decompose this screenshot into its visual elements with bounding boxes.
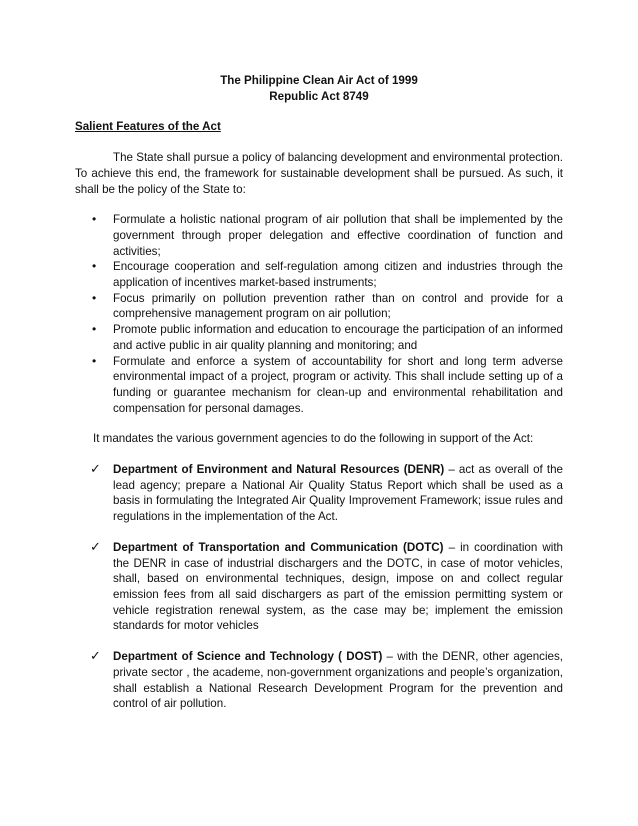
checkmark-icon: ✓ — [90, 462, 101, 478]
bullet-icon: • — [92, 259, 97, 274]
bullet-icon: • — [92, 353, 97, 368]
checkmark-icon: ✓ — [90, 539, 101, 555]
bullet-icon: • — [92, 212, 97, 227]
bullet-text: Promote public information and education to encourage the participation of an informed and active public in air quality planning and monitoring; and — [113, 323, 563, 352]
agency-text: – with the DENR, other agencies, private sector , the academe, non-government organizations and people’s organization, shall establish a National Research Development Program for the prevention and control of air pollution. — [113, 650, 563, 711]
agency-list — [75, 462, 563, 712]
title-line-1: The Philippine Clean Air Act of 1999 — [220, 74, 418, 87]
agency-text: – in coordination with the DENR in case of industrial dischargers and the DOTC, in case of motor vehicles, shall, based on environmental techniques, design, impose on and collect regular emission fees from all said dischargers as part of the emission permitting system or vehicle registration renewal system, as the case may be; implement the emission standards for motor vehicles — [113, 540, 563, 633]
bullet-text: Encourage cooperation and self-regulation among citizen and industries through the application of incentives market-based instruments; — [113, 260, 563, 290]
bullet-icon: • — [92, 322, 97, 337]
agency-item-denr — [75, 462, 563, 525]
policy-bullet-list — [75, 212, 563, 416]
section-heading: Salient Features of the Act — [75, 120, 221, 134]
agency-name: Department of Science and Technology ( DOST) — [113, 650, 383, 664]
policy-bullet-item — [75, 322, 563, 353]
policy-bullet-item — [75, 291, 563, 322]
agency-name: Department of Transportation and Communication (DOTC) — [113, 540, 444, 554]
checkmark-icon: ✓ — [90, 649, 101, 665]
document-title — [75, 73, 563, 104]
policy-bullet-item — [75, 212, 563, 259]
policy-bullet-item — [75, 354, 563, 417]
agency-name: Department of Environment and Natural Resources (DENR) — [113, 463, 445, 477]
bullet-text: Focus primarily on pollution prevention rather than on control and provide for a comprehensive management program on air pollution; — [113, 291, 563, 321]
agency-item-dotc — [75, 540, 563, 634]
bullet-icon: • — [92, 290, 97, 305]
policy-bullet-item — [75, 259, 563, 290]
title-line-2: Republic Act 8749 — [269, 89, 369, 103]
bullet-text: Formulate a holistic national program of air pollution that shall be implemented by the government through proper delegation and effective coordination of function and activities; — [113, 213, 563, 258]
agency-text: – act as overall of the lead agency; prepare a National Air Quality Status Report which shall be used as a basis in formulating the Integrated Air Quality Improvement Framework; issue rules and regulations in the implementation of the Act. — [113, 463, 563, 524]
agency-item-dost — [75, 649, 563, 712]
bullet-text: Formulate and enforce a system of accountability for short and long term adverse environmental impact of a project, program or activity. This shall include setting up of a funding or guarantee mechanism for clean-up and environmental rehabilitation and compensation for personal damages. — [113, 354, 563, 415]
intro-paragraph: The State shall pursue a policy of balancing development and environmental protection. To achieve this end, the framework for sustainable development shall be pursued. As such, it shall be the policy of the State to: — [75, 151, 563, 196]
mandate-paragraph: It mandates the various government agencies to do the following in support of the Act: — [93, 432, 534, 446]
